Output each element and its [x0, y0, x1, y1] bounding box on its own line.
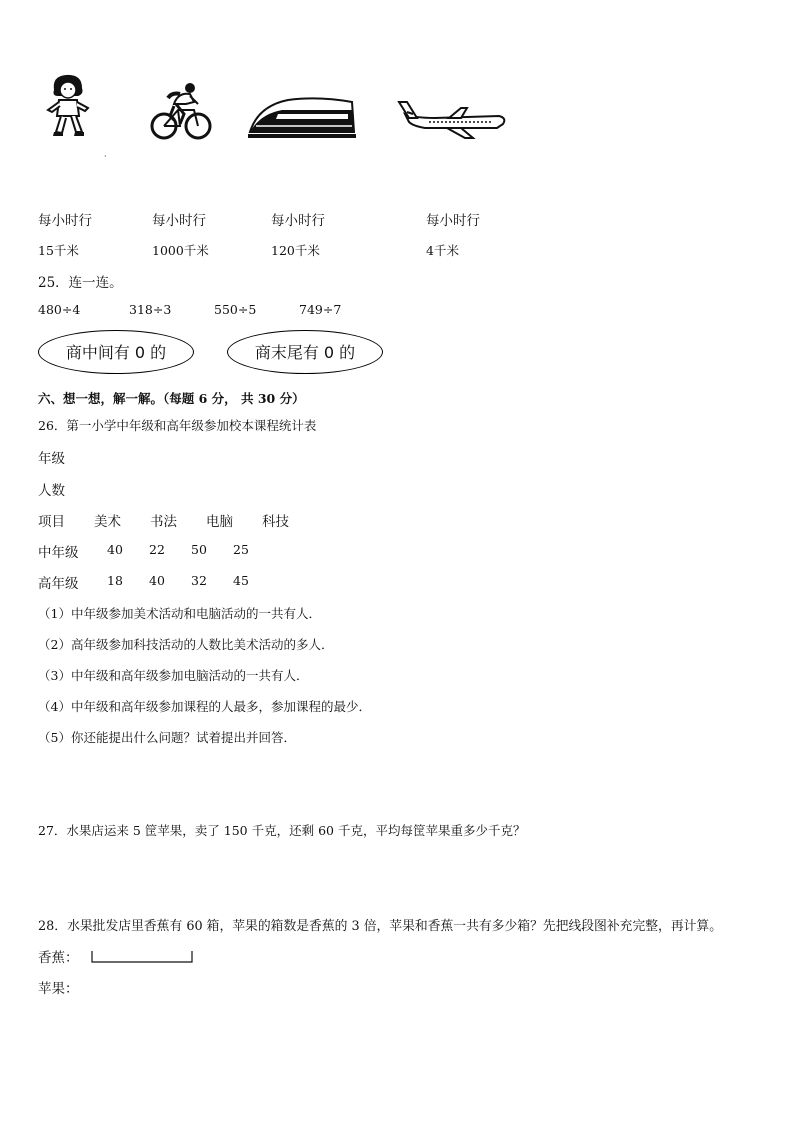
table-cell: 18: [107, 573, 123, 588]
vehicle-label-2: 每小时行: [152, 213, 206, 229]
q26-sub-question-5: （5）你还能提出什么问题？试着提出并回答．: [38, 730, 296, 745]
table-header-technology: 科技: [262, 514, 289, 530]
table-cell: 40: [149, 573, 165, 588]
speed-value-2: 1000千米: [152, 243, 209, 258]
speed-value-4: 4千米: [426, 243, 459, 258]
table-corner-grade: 年级: [38, 451, 65, 467]
table-corner-count: 人数: [38, 483, 65, 499]
section-six-title: 六、想一想，解一解。（每题 6 分， 共 30 分）: [38, 391, 305, 406]
q25-title: 25．连一连。: [38, 275, 123, 291]
vehicle-label-1: 每小时行: [38, 213, 92, 229]
table-cell: 25: [233, 542, 249, 557]
speed-value-3: 120千米: [271, 243, 320, 258]
vehicle-label-4: 每小时行: [426, 213, 480, 229]
oval-end-zero-label: 商末尾有 0 的: [254, 343, 356, 363]
expression-1: 480÷4: [38, 302, 81, 317]
apple-label: 苹果：: [38, 981, 79, 997]
speed-value-1: 15千米: [38, 243, 79, 258]
oval-end-zero: [227, 330, 383, 374]
q26-sub-question-2: （2）高年级参加科技活动的人数比美术活动的多人．: [38, 637, 334, 652]
table-header-computer: 电脑: [206, 514, 233, 530]
table-cell: 22: [149, 542, 165, 557]
expression-2: 318÷3: [129, 302, 172, 317]
expression-3: 550÷5: [214, 302, 257, 317]
banana-line-segment: [90, 950, 196, 964]
table-cell: 45: [233, 573, 249, 588]
q26-sub-question-1: （1）中年级参加美术活动和电脑活动的一共有人．: [38, 606, 321, 621]
q26-title: 26．第一小学中年级和高年级参加校本课程统计表: [38, 418, 317, 433]
table-cell: 32: [191, 573, 207, 588]
table-header-item: 项目: [38, 514, 65, 530]
q26-sub-question-4: （4）中年级和高年级参加课程的人最多，参加课程的最少．: [38, 699, 371, 714]
decor-dot: ·: [104, 152, 107, 161]
q26-sub-question-3: （3）中年级和高年级参加电脑活动的一共有人．: [38, 668, 309, 683]
table-cell: 50: [191, 542, 207, 557]
table-header-art: 美术: [94, 514, 121, 530]
expression-4: 749÷7: [299, 302, 342, 317]
q27-text: 27．水果店运来 5 筐苹果，卖了 150 千克，还剩 60 千克，平均每筐苹果重多少千克？: [38, 823, 526, 838]
table-cell: 40: [107, 542, 123, 557]
table-header-calligraphy: 书法: [150, 514, 177, 530]
train-icon: [248, 92, 358, 140]
table-row-upper-grade: 高年级: [38, 576, 79, 592]
q28-text: 28．水果批发店里香蕉有 60 箱，苹果的箱数是香蕉的 3 倍，苹果和香蕉一共有多少箱？先把线段图补充完整，再计算。: [38, 919, 723, 934]
vehicle-label-3: 每小时行: [271, 213, 325, 229]
airplane-icon: [395, 100, 509, 140]
table-row-middle-grade: 中年级: [38, 545, 79, 561]
walking-child-icon: [44, 72, 92, 138]
oval-middle-zero: [38, 330, 194, 374]
cyclist-icon: [150, 80, 212, 142]
banana-label: 香蕉：: [38, 950, 79, 966]
oval-middle-zero-label: 商中间有 0 的: [65, 343, 167, 363]
